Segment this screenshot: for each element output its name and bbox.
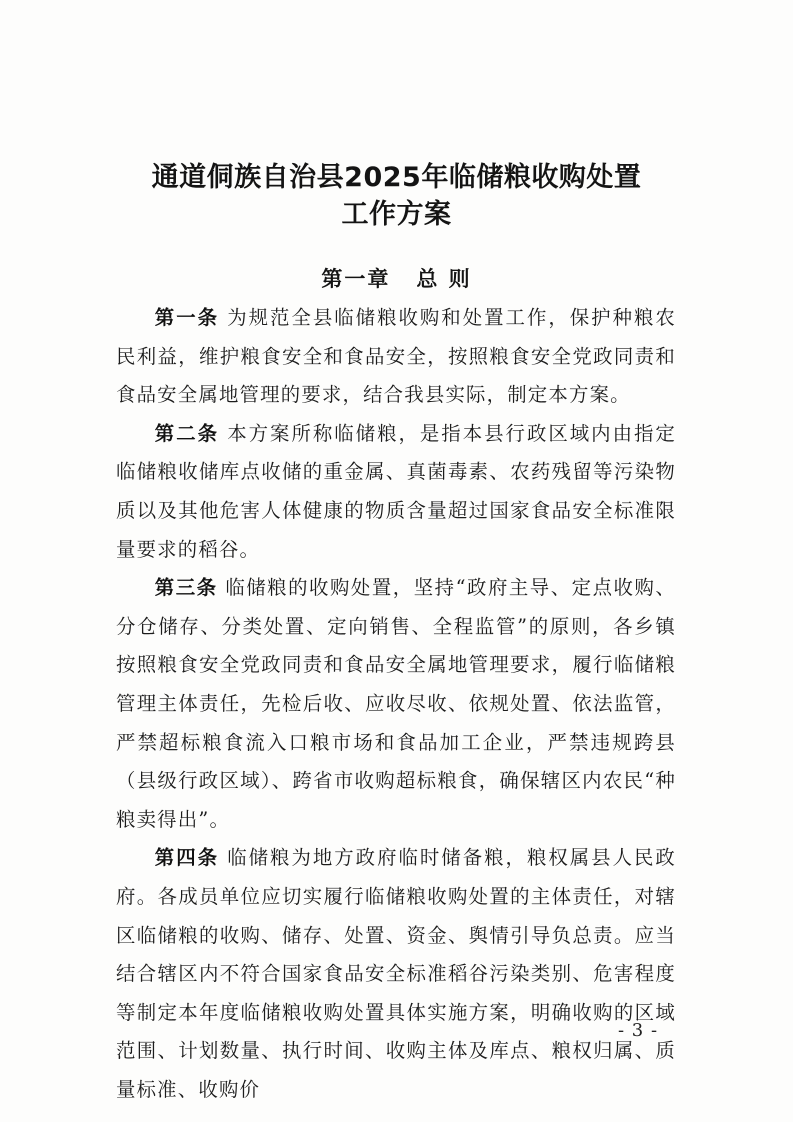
chapter-name: 总 则 (416, 267, 472, 291)
article-label: 第四条 (154, 846, 220, 870)
article-text: 为规范全县临储粮收购和处置工作，保护种粮农民利益，维护粮食安全和食品安全，按照粮食安全党政同责和食品安全属地管理的要求，结合我县实际，制定本方案。 (116, 306, 676, 407)
chapter-number: 第一章 (321, 267, 391, 291)
document-title-line2: 工作方案 (341, 199, 452, 230)
document-body (116, 299, 676, 1109)
article-paragraph (116, 415, 676, 569)
article-label: 第三条 (154, 576, 218, 600)
article-paragraph (116, 839, 676, 1109)
article-text: 临储粮为地方政府临时储备粮，粮权属县人民政府。各成员单位应切实履行临储粮收购处置的主体责任，对辖区临储粮的收购、储存、处置、资金、舆情引导负总责。应当结合辖区内不符合国家食品安全标准稻谷污染类别、危害程度等制定本年度临储粮收购处置具体实施方案，明确收购的区域范围、计划数量、执行时间、收购主体及库点、粮权归属、质量标准、收购价 (116, 846, 676, 1101)
article-paragraph (116, 569, 676, 839)
page-number: - 3 - (618, 1020, 659, 1041)
article-text: 临储粮的收购处置，坚持“政府主导、定点收购、分仓储存、分类处置、定向销售、全程监管”的原则，各乡镇按照粮食安全党政同责和食品安全属地管理要求，履行临储粮管理主体责任，先检后收、应收尽收、依规处置、依法监管，严禁超标粮食流入口粮市场和食品加工企业，严禁违规跨县（县级行政区域）、跨省市收购超标粮食，确保辖区内农民“种粮卖得出”。 (116, 576, 676, 831)
article-text: 本方案所称临储粮，是指本县行政区域内由指定临储粮收储库点收储的重金属、真菌毒素、农药残留等污染物质以及其他危害人体健康的物质含量超过国家食品安全标准限量要求的稻谷。 (116, 421, 676, 561)
article-label: 第一条 (154, 306, 220, 329)
article-paragraph (116, 299, 676, 415)
chapter-heading (0, 263, 793, 293)
document-title-line1: 通道侗族自治县2025年临储粮收购处置 (151, 162, 642, 193)
article-label: 第二条 (154, 421, 220, 445)
